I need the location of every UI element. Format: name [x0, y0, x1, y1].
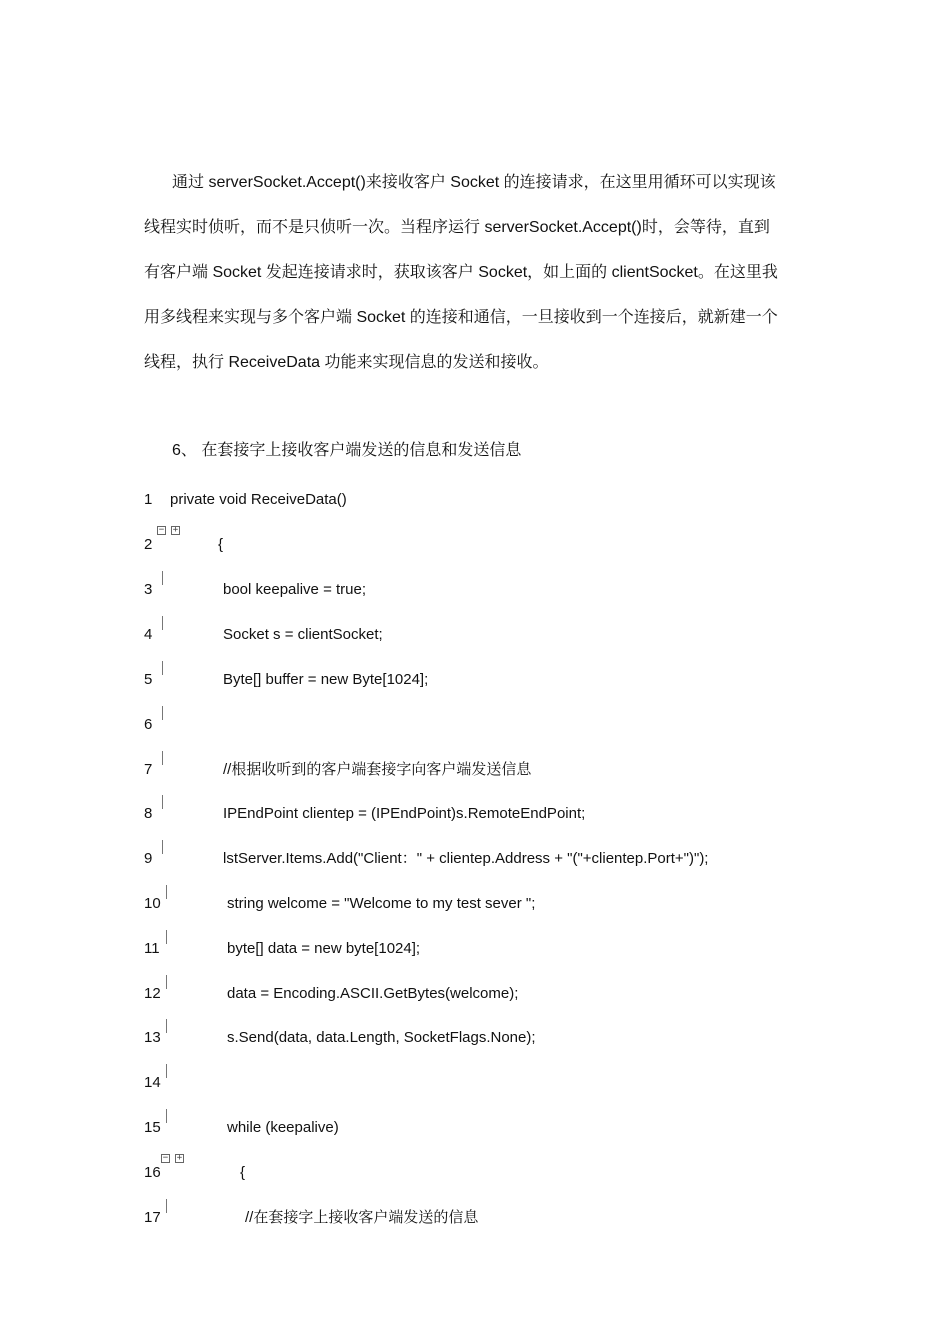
code-text: { — [218, 536, 224, 553]
expand-icon[interactable]: + — [176, 1153, 183, 1163]
gutter-line-icon — [166, 1064, 167, 1078]
paragraph-line: 通过 serverSocket.Accept()来接收客户 Socket 的连接请求，在这里用循环可以实现该 — [172, 174, 776, 191]
gutter-line-icon — [162, 795, 163, 809]
code-text: //根据收听到的客户端套接字向客户端发送信息 — [223, 761, 532, 778]
collapse-icon[interactable]: − — [162, 1153, 169, 1163]
gutter-line-icon — [166, 1109, 167, 1123]
gutter-line-icon — [162, 661, 163, 675]
line-number: 7 — [144, 761, 153, 778]
line-number: 16 — [144, 1164, 161, 1181]
gutter-line-icon — [166, 885, 167, 899]
line-number: 13 — [144, 1029, 161, 1046]
code-line — [144, 525, 844, 556]
line-number: 8 — [144, 805, 153, 822]
code-text: Byte[] buffer = new Byte[1024]; — [223, 671, 429, 688]
line-number: 11 — [144, 940, 160, 957]
line-number: 5 — [144, 671, 153, 688]
line-number: 10 — [144, 895, 161, 912]
code-line — [144, 759, 844, 781]
code-line — [144, 938, 844, 960]
code-line — [144, 624, 844, 646]
code-line — [144, 1072, 844, 1094]
code-line — [144, 893, 844, 915]
code-text: { — [240, 1164, 246, 1181]
gutter-line-icon — [162, 706, 163, 720]
line-number: 4 — [144, 626, 153, 643]
code-text: Socket s = clientSocket; — [223, 626, 383, 643]
code-line — [144, 1153, 844, 1184]
line-number: 14 — [144, 1074, 161, 1091]
code-line — [144, 1207, 844, 1229]
gutter-line-icon — [162, 840, 163, 854]
code-line — [144, 714, 844, 736]
code-line — [144, 1027, 844, 1049]
paragraph-line: 有客户端 Socket 发起连接请求时，获取该客户 Socket，如上面的 clientSocket。在这里我 — [144, 264, 778, 281]
line-number: 2 — [144, 536, 153, 553]
line-number: 9 — [144, 850, 153, 867]
code-line — [144, 669, 844, 691]
gutter-line-icon — [162, 571, 163, 585]
code-text: lstServer.Items.Add("Client：" + clientep.Address + "("+clientep.Port+")"); — [223, 850, 709, 867]
code-text: while (keepalive) — [227, 1119, 339, 1136]
gutter-line-icon — [166, 930, 167, 944]
gutter-line-icon — [166, 1019, 167, 1033]
code-line — [144, 1117, 844, 1139]
code-line — [144, 803, 844, 825]
gutter-line-icon — [166, 975, 167, 989]
code-text: private void ReceiveData() — [170, 491, 347, 508]
line-number: 15 — [144, 1119, 161, 1136]
code-line — [144, 489, 844, 511]
code-text: string welcome = "Welcome to my test sever "; — [227, 895, 536, 912]
line-number: 12 — [144, 985, 161, 1002]
code-line — [144, 579, 844, 601]
gutter-line-icon — [162, 616, 163, 630]
code-text: IPEndPoint clientep = (IPEndPoint)s.RemoteEndPoint; — [223, 805, 586, 822]
line-number: 1 — [144, 491, 153, 508]
code-line — [144, 848, 844, 870]
code-text: data = Encoding.ASCII.GetBytes(welcome); — [227, 985, 519, 1002]
line-number: 17 — [144, 1209, 161, 1226]
collapse-icon[interactable]: − — [158, 525, 165, 535]
code-text: s.Send(data, data.Length, SocketFlags.None); — [227, 1029, 536, 1046]
paragraph-line: 线程，执行 ReceiveData 功能来实现信息的发送和接收。 — [144, 354, 549, 371]
section-heading: 6、 在套接字上接收客户端发送的信息和发送信息 — [172, 442, 522, 459]
code-text: bool keepalive = true; — [223, 581, 367, 598]
gutter-line-icon — [162, 751, 163, 765]
code-text: //在套接字上接收客户端发送的信息 — [245, 1209, 479, 1226]
gutter-line-icon — [166, 1199, 167, 1213]
line-number: 6 — [144, 716, 153, 733]
expand-icon[interactable]: + — [172, 525, 179, 535]
code-line — [144, 983, 844, 1005]
paragraph-line: 线程实时侦听，而不是只侦听一次。当程序运行 serverSocket.Accept()时，会等待，直到 — [144, 219, 770, 236]
paragraph-line: 用多线程来实现与多个客户端 Socket 的连接和通信，一旦接收到一个连接后，就新建一个 — [144, 309, 778, 326]
code-text: byte[] data = new byte[1024]; — [227, 940, 421, 957]
line-number: 3 — [144, 581, 153, 598]
